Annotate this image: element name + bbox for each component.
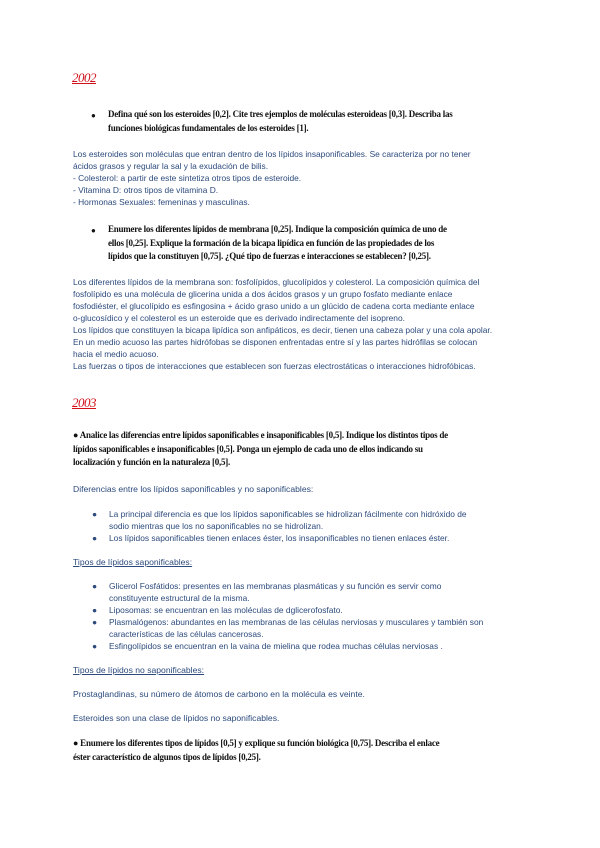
bullet-icon: ● — [92, 641, 98, 651]
answer-line: fosfolípido es una molécula de glicerina unida a dos ácidos grasos y un grupo fosfato mediante enlace — [73, 289, 453, 299]
list-item-line: Esfingolípidos se encuentran en la vaina de mielina que rodea muchas células nerviosas . — [109, 641, 443, 651]
list-item — [92, 616, 532, 640]
answer-esteroides — [73, 148, 543, 208]
answer-line: hacia el medio acuoso. — [73, 349, 159, 359]
list-item-line: Los lípidos saponificables tienen enlaces éster, los insaponificables no tienen enlaces éster. — [109, 533, 450, 543]
question-bullet: ● — [91, 226, 96, 235]
saponificables-list — [92, 580, 532, 652]
question-saponificables — [73, 429, 448, 470]
list-item-line: Glicerol Fosfátidos: presentes en las membranas plasmáticas y su función es servir como — [109, 581, 442, 591]
question-line: ● Analice las diferencias entre lípidos saponificables e insaponificables [0,5]. Indique los distintos tipos de — [73, 430, 448, 440]
bullet-icon: ● — [92, 581, 98, 591]
bullet-icon: ● — [92, 509, 98, 519]
question-line: éster característico de algunos tipos de lípidos [0,25]. — [73, 751, 261, 762]
answer-lipidos-membrana — [73, 276, 543, 372]
esteroides-text: Esteroides son una clase de lípidos no saponificables. — [73, 713, 280, 723]
question-line: lípidos saponificables e insaponificables [0,5]. Ponga un ejemplo de cada uno de ellos indicando su — [73, 443, 423, 454]
answer-line: - Hormonas Sexuales: femeninas y masculinas. — [73, 197, 250, 207]
bullet-icon: ● — [92, 533, 98, 543]
question-tipos-lipidos — [73, 737, 439, 764]
bullet-icon: ● — [92, 617, 98, 627]
list-item-line: Plasmalógenos: abundantes en las membranas de las células nerviosas y musculares y también son — [109, 617, 484, 627]
question-line: ellos [0,25]. Explique la formación de la bicapa lipídica en función de las propiedades de los — [108, 237, 435, 248]
question-line: funciones biológicas fundamentales de los esteroides [1]. — [108, 122, 309, 133]
differences-intro: Diferencias entre los lípidos saponificables y no saponificables: — [73, 484, 314, 494]
no-saponificables-heading: Tipos de lípidos no saponificables: — [73, 665, 205, 675]
list-item — [92, 604, 532, 616]
list-item — [92, 532, 532, 544]
answer-line: fosfodiéster, el glucolípido es esfingosina + ácido graso unido a un glúcido de cadena corta mediante enlace — [73, 301, 475, 311]
list-item-line: constituyente estructural de la misma. — [109, 593, 250, 603]
list-item-line: características de las células cancerosas. — [109, 629, 264, 639]
list-item-line: sodio mientras que los no saponificables no se hidrolizan. — [109, 521, 324, 531]
answer-line: Los diferentes lípidos de la membrana son: fosfolípidos, glucolípidos y colesterol. La composición química del — [73, 277, 480, 287]
answer-line: Los lípidos que constituyen la bicapa lipídica son anfipáticos, es decir, tienen una cabeza polar y una cola apolar. — [73, 325, 493, 335]
answer-line: - Colesterol: a partir de este sintetiza otros tipos de esteroide. — [73, 173, 302, 183]
answer-line: En un medio acuoso las partes hidrófobas se disponen enfrentadas entre sí y las partes hidrófilas se colocan — [73, 337, 478, 347]
question-line: lípidos que la constituyen [0,75]. ¿Qué tipo de fuerzas e interacciones se establecen? [0,25]. — [108, 251, 431, 261]
answer-line: ácidos grasos y regular la sal y la exudación de bilis. — [73, 161, 269, 171]
list-item — [92, 508, 532, 532]
question-line: localización y función en la naturaleza [0,5]. — [73, 457, 230, 467]
question-bullet: ● — [91, 111, 96, 120]
list-item — [92, 580, 532, 604]
section-year-2002: 2002 — [72, 70, 96, 85]
answer-line: Los esteroides son moléculas que entran dentro de los lípidos insaponificables. Se caracteriza por no tener — [73, 149, 471, 159]
saponificables-heading: Tipos de lípidos saponificables: — [73, 557, 193, 567]
list-item-line: Liposomas: se encuentran en las moléculas de dglicerofosfato. — [109, 605, 343, 615]
question-line: Enumere los diferentes lípidos de membrana [0,25]. Indique la composición química de uno de — [108, 224, 447, 234]
prostaglandinas-text: Prostaglandinas, su número de átomos de carbono en la molécula es veinte. — [73, 689, 365, 699]
bullet-icon: ● — [92, 605, 98, 615]
question-line: Defina qué son los esteroides [0,2]. Cite tres ejemplos de moléculas esteroideas [0,3]. Describa las — [108, 109, 453, 119]
answer-line: - Vitamina D: otros tipos de vitamina D. — [73, 185, 219, 195]
question-line: ● Enumere los diferentes tipos de lípidos [0,5] y explique su función biológica [0,75]. Describa el enlace — [73, 738, 440, 748]
question-lipidos-membrana — [108, 223, 447, 264]
answer-line: o-glucosídico y el colesterol es un esteroide que es derivado indirectamente del isopreno. — [73, 313, 405, 323]
section-year-2003: 2003 — [72, 395, 96, 410]
differences-list — [92, 508, 532, 544]
list-item-line: La principal diferencia es que los lípidos saponificables se hidrolizan fácilmente con hidróxido de — [109, 509, 467, 519]
answer-line: Las fuerzas o tipos de interacciones que establecen son fuerzas electrostáticas o interacciones hidrofóbicas. — [73, 361, 476, 371]
question-esteroides — [108, 108, 452, 135]
list-item — [92, 640, 532, 652]
